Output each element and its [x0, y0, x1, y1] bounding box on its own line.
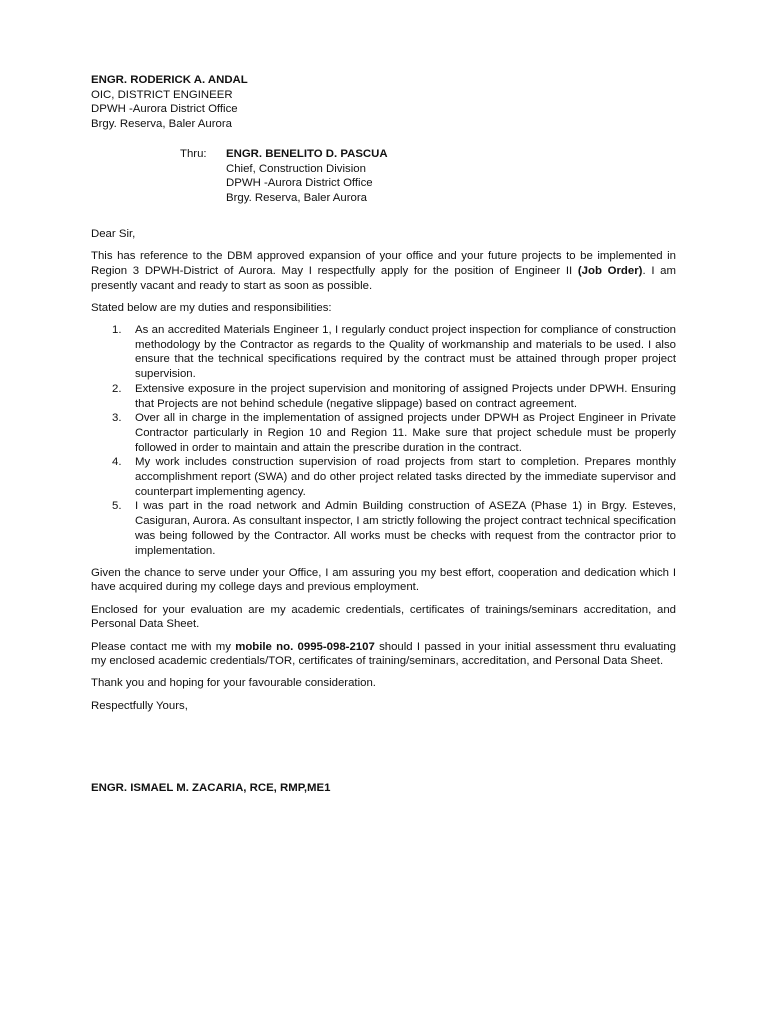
letter-body: [91, 227, 676, 721]
duty-item: [91, 323, 676, 382]
thru-office: DPWH -Aurora District Office: [226, 177, 373, 190]
duty-number: 5.: [112, 500, 122, 513]
duty-number: 4.: [112, 456, 122, 469]
recipient-name: ENGR. RODERICK A. ANDAL: [91, 74, 248, 86]
recipient-office: DPWH -Aurora District Office: [91, 103, 238, 116]
intro-text-end: . I am presently vacant and ready to start as soon as possible.: [91, 264, 677, 292]
duties-list: [91, 323, 676, 558]
duty-number: 3.: [112, 412, 122, 425]
duty-text: Over all in charge in the implementation of assigned projects under DPWH as Project Engineer in Private Contractor particularly in Region 10 and Region 11. Make sure that project schedule must be properly followed in order to maintain and attain the prescribe duration in the contract.: [135, 412, 676, 454]
recipient-block: [91, 73, 248, 132]
duty-item: [91, 411, 676, 455]
recipient-address: Brgy. Reserva, Baler Aurora: [91, 118, 232, 131]
thru-address: Brgy. Reserva, Baler Aurora: [226, 192, 367, 205]
contact-paragraph: [91, 640, 676, 669]
contact-mobile: mobile no. 0995-098-2107: [235, 640, 375, 653]
thru-title: Chief, Construction Division: [226, 162, 366, 175]
intro-text-start: This has reference to the DBM approved expansion of your office and your future projects to be implemented in Region 3 DPWH-District of Aurora. May I respectfully apply for the position of Engineer II: [91, 250, 676, 277]
duty-item: [91, 382, 676, 411]
signature-name: ENGR. ISMAEL M. ZACARIA, RCE, RMP,ME1: [91, 782, 331, 794]
intro-job-order: (Job Order): [577, 264, 643, 277]
enclosed-paragraph: Enclosed for your evaluation are my academic credentials, certificates of trainings/seminars accreditation, and Personal Data Sheet.: [91, 603, 676, 631]
intro-paragraph: [91, 249, 676, 293]
salutation: Dear Sir,: [91, 228, 136, 240]
duty-text: I was part in the road network and Admin Building construction of ASEZA (Phase 1) in Brgy. Esteves, Casiguran, Aurora. As consultant inspector, I am strictly following the project contract technical specification was being followed by the Contractor. All works must be checks with request from the contractor prior to implementation.: [135, 500, 676, 557]
thru-name: ENGR. BENELITO D. PASCUA: [226, 148, 388, 160]
duty-number: 1.: [112, 324, 122, 337]
thanks-paragraph: Thank you and hoping for your favourable consideration.: [91, 677, 376, 690]
duty-number: 2.: [112, 382, 122, 395]
closing: Respectfully Yours,: [91, 699, 188, 712]
duty-text: My work includes construction supervision of road projects from start to completion. Prepares monthly accomplishment report (SWA) and do other project related tasks directed by the immediate supervisor and counterpart implementing agency.: [135, 456, 676, 498]
duty-text: Extensive exposure in the project supervision and monitoring of assigned Projects under DPWH. Ensuring that Projects are not behind schedule (negative slippage) based on contract agreement.: [135, 382, 676, 410]
contact-text-end: should I passed in your initial assessment thru evaluating my enclosed academic credentials/TOR, certificates of training/seminars, accreditation, and Personal Data Sheet.: [91, 640, 677, 668]
duty-item: [91, 499, 676, 558]
thru-block: [180, 147, 388, 206]
contact-text-start: Please contact me with my: [91, 640, 236, 653]
chance-paragraph: Given the chance to serve under your Office, I am assuring you my best effort, cooperation and dedication which I have acquired during my college days and previous employment.: [91, 566, 676, 594]
recipient-title: OIC, DISTRICT ENGINEER: [91, 88, 233, 101]
duty-text: As an accredited Materials Engineer 1, I regularly conduct project inspection for compliance of construction methodology by the Contractor as regards to the Quality of workmanship and materials to be used. I also ensure that the technical specifications required by the contract must be attained through proper project supervision.: [135, 324, 676, 381]
duty-item: [91, 455, 676, 499]
duties-heading: Stated below are my duties and responsibilities:: [91, 301, 332, 314]
thru-label: Thru:: [180, 148, 207, 160]
